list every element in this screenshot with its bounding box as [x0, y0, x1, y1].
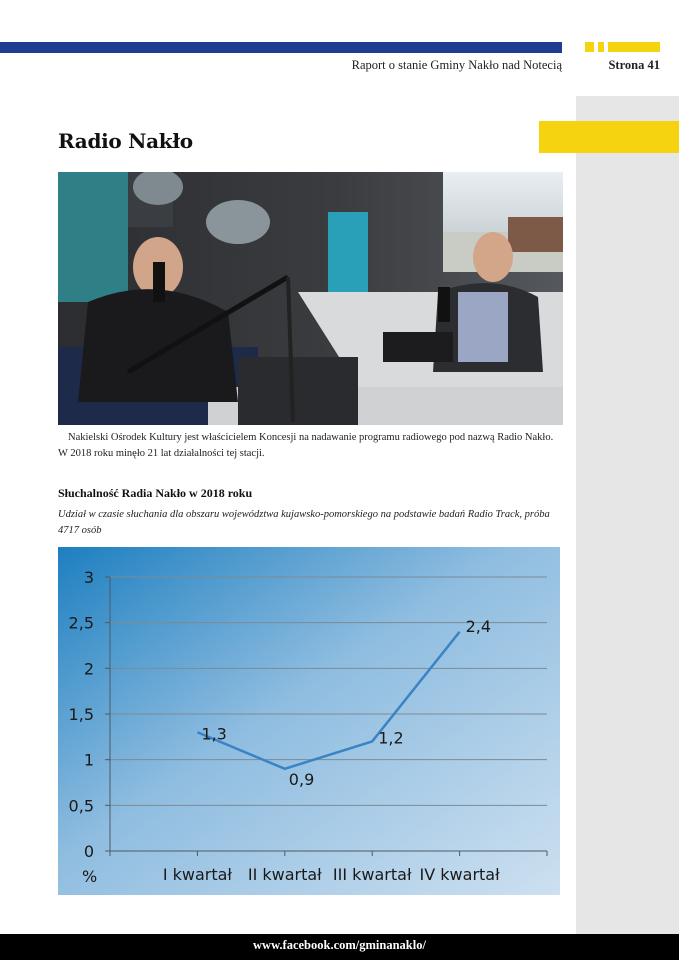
listenership-chart	[58, 547, 560, 895]
side-panel	[576, 96, 679, 936]
y-tick-label: 1	[83, 750, 94, 770]
y-tick-label: 1,5	[68, 705, 94, 724]
header-accent-yellow	[608, 42, 660, 52]
chart-heading: Słuchalność Radia Nakło w 2018 roku	[58, 486, 253, 500]
x-tick-label: III kwartał	[332, 865, 412, 884]
photo-caption: Nakielski Ośrodek Kultury jest właścicielem Koncesji na nadawanie programu radiowego pod nazwą Radio Nakło. W 2018 roku minęło 21 lat działalności tej stacji.	[58, 432, 554, 459]
x-tick-label: I kwartał	[162, 865, 232, 884]
chart-svg	[58, 547, 560, 895]
data-label: 0,9	[288, 769, 315, 789]
data-label: 1,3	[201, 724, 227, 744]
y-tick-label: 0	[83, 842, 94, 861]
data-label: 2,4	[465, 616, 492, 636]
data-label: 1,2	[378, 728, 404, 748]
chart-description: Udział w czasie słuchania dla obszaru województwa kujawsko-pomorskiego na podstawie badań Radio Track, próba 4717 osób	[58, 509, 550, 536]
header-bar-blue	[0, 42, 562, 53]
section-accent-yellow	[539, 121, 679, 153]
footer-link[interactable]: www.facebook.com/gminanaklo/	[253, 938, 426, 952]
y-tick-label: 2	[83, 659, 94, 679]
chart-background	[58, 547, 560, 895]
document-title: Raport o stanie Gminy Nakło nad Notecią	[351, 58, 562, 72]
page-number: Strona 41	[608, 58, 660, 72]
y-tick-label: 0,5	[68, 796, 94, 816]
header-accent-yellow	[585, 42, 594, 52]
y-tick-label: 2,5	[68, 613, 94, 633]
x-tick-label: IV kwartał	[419, 865, 500, 884]
y-tick-label: 3	[83, 568, 94, 587]
section-title: Radio Nakło	[58, 129, 193, 153]
unit-label: %	[82, 867, 98, 886]
x-tick-label: II kwartał	[247, 865, 322, 884]
photo-illustration	[58, 172, 563, 425]
header-accent-yellow	[598, 42, 604, 52]
radio-studio-photo	[58, 172, 563, 425]
